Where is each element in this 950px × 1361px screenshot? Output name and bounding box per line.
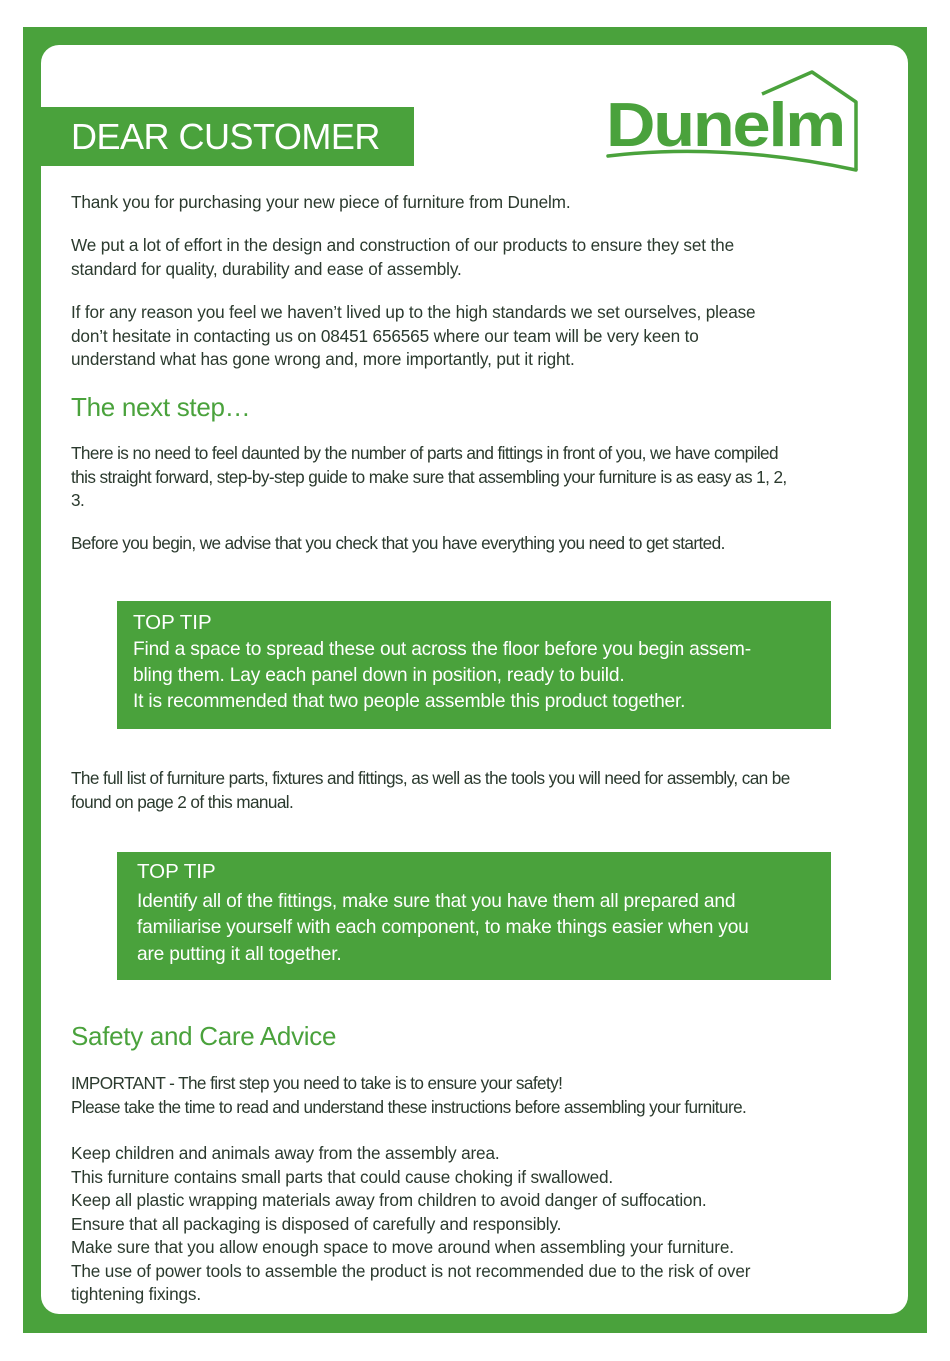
tip-title: TOP TIP <box>137 860 216 883</box>
list-item: Keep children and animals away from the assembly area. <box>71 1143 500 1163</box>
list-item: The use of power tools to assemble the product is not recommended due to the risk of over <box>71 1260 751 1281</box>
parts-list-paragraph: The full list of furniture parts, fixtures and fittings, as well as the tools you will need for assembly, can be found on page 2 of this manual. <box>71 768 790 812</box>
intro-paragraph-1: Thank you for purchasing your new piece of furniture from Dunelm. <box>71 192 571 212</box>
safety-advice-list <box>71 1142 750 1307</box>
next-step-paragraph-2: Before you begin, we advise that you check that you have everything you need to get started. <box>71 533 725 553</box>
list-item: Keep all plastic wrapping materials away from children to avoid danger of suffocation. <box>71 1190 707 1210</box>
logo-wordmark: Dunelm <box>606 91 844 160</box>
page-title: DEAR CUSTOMER <box>71 116 380 157</box>
top-tip-box-2: TOP TIP Identify all of the fittings, make sure that you have them all prepared and familiarise yourself with each component, to make things easier when you are putting it all together. <box>117 852 831 980</box>
list-item: tightening fixings. <box>71 1284 201 1304</box>
intro-paragraph-2: We put a lot of effort in the design and construction of our products to ensure they set the standard for quality, durability and ease of assembly. <box>71 235 734 279</box>
next-step-paragraph-1: There is no need to feel daunted by the number of parts and fittings in front of you, we have compiled this straight forward, step-by-step guide to make sure that assembling your furniture is as easy as 1, 2, 3. <box>71 443 787 510</box>
list-item: Make sure that you allow enough space to move around when assembling your furniture. <box>71 1237 734 1257</box>
list-item: This furniture contains small parts that could cause choking if swallowed. <box>71 1166 614 1187</box>
next-step-heading: The next step… <box>71 392 251 422</box>
tip-title: TOP TIP <box>133 611 212 634</box>
house-outline-icon <box>604 68 866 176</box>
header-banner <box>41 107 414 166</box>
list-item: Ensure that all packaging is disposed of carefully and responsibly. <box>71 1213 562 1234</box>
intro-paragraph-3: If for any reason you feel we haven’t lived up to the high standards we set ourselves, please don’t hesitate in contacting us on 08451 656565 where our team will be very keen to understand what has gone wrong and, more importantly, put it right. <box>71 302 756 369</box>
dunelm-logo <box>604 68 866 176</box>
safety-heading: Safety and Care Advice <box>71 1021 337 1051</box>
safety-important: IMPORTANT - The first step you need to take is to ensure your safety! Please take the time to read and understand these instructions before assembling your furniture. <box>71 1073 747 1117</box>
top-tip-box-1: TOP TIP Find a space to spread these out across the floor before you begin assem- bling them. Lay each panel down in position, ready to build. It is recommended that two people assemble this product together. <box>117 601 831 729</box>
